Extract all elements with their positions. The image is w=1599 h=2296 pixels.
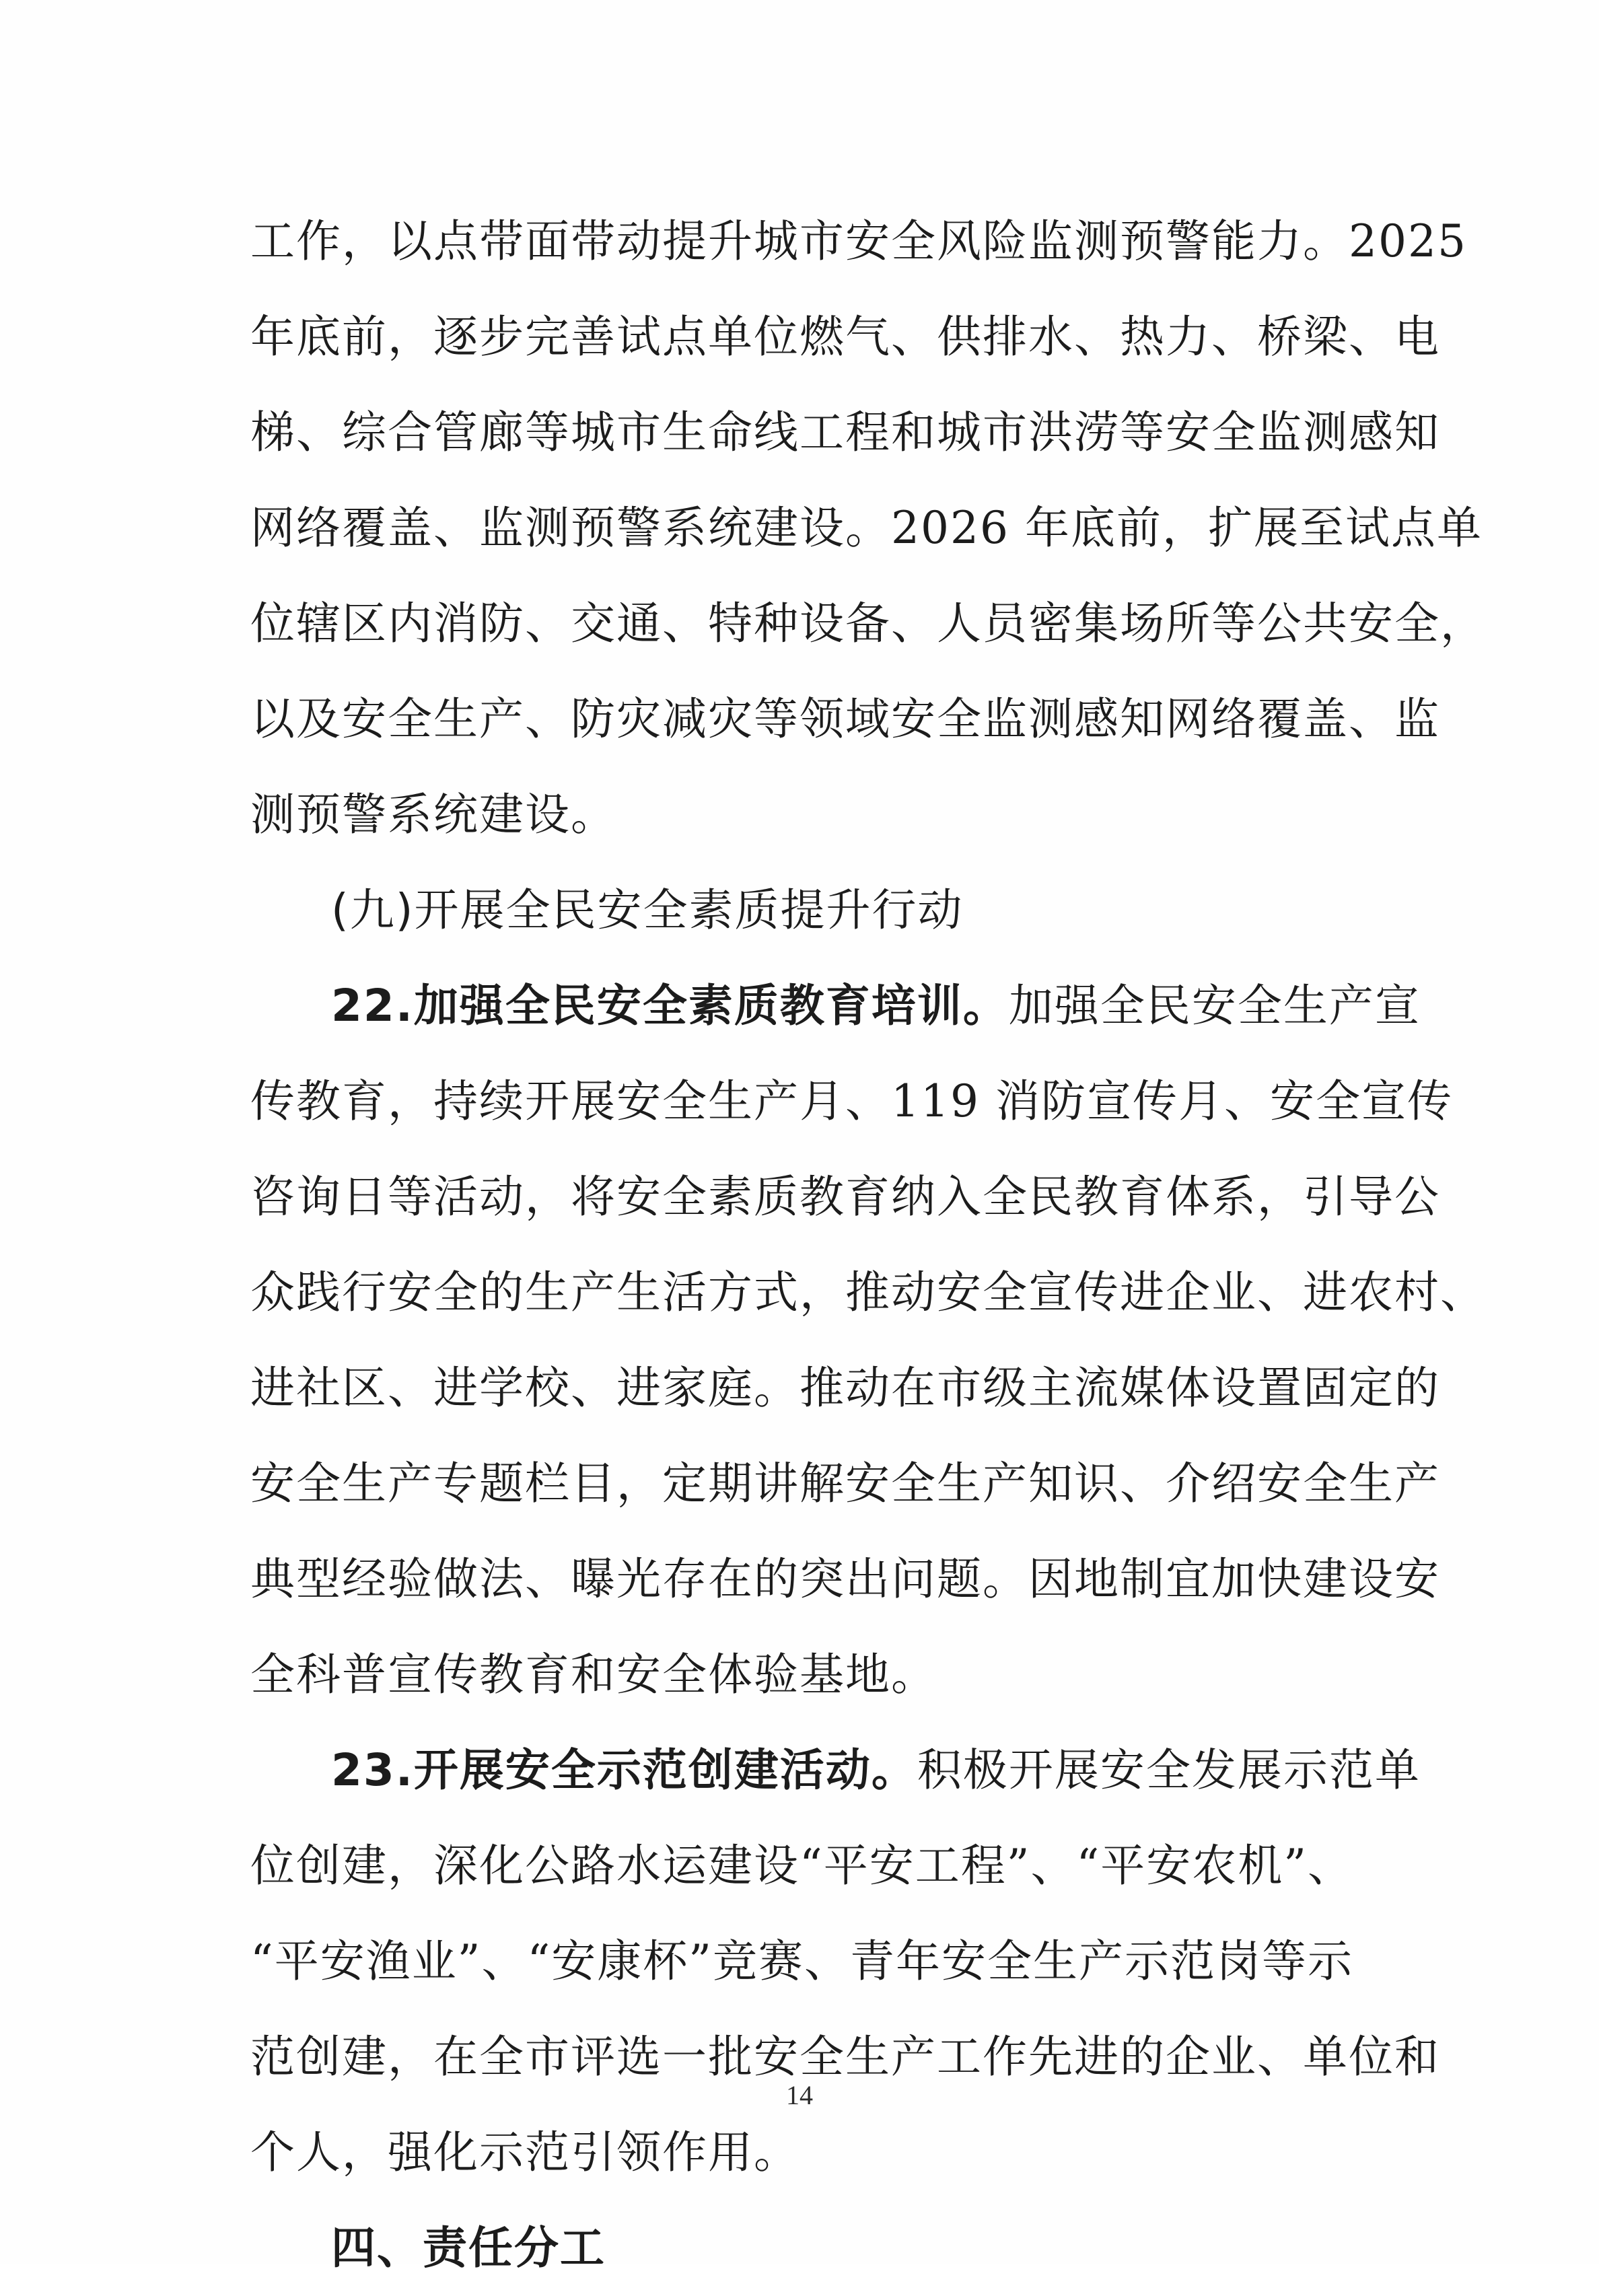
document-body: [250, 194, 1486, 2296]
paragraph-line: 梯、综合管廊等城市生命线工程和城市洪涝等安全监测感知: [250, 406, 1440, 458]
item-23-title: 23.开展安全示范创建活动。: [331, 1744, 917, 1796]
section-nine-heading: (九)开展全民安全素质提升行动: [331, 884, 964, 936]
item-22-line: 众践行安全的生产生活方式，推动安全宣传进企业、进农村、: [250, 1266, 1486, 1318]
paragraph-line: 工作，以点带面带动提升城市安全风险监测预警能力。2025: [250, 215, 1467, 267]
item-22-line: 典型经验做法、曝光存在的突出问题。因地制宜加快建设安: [250, 1553, 1440, 1605]
item-23-first-line-text: 积极开展安全发展示范单: [917, 1744, 1421, 1796]
item-23-line: 个人，强化示范引领作用。: [250, 2126, 800, 2178]
paragraph-line: 以及安全生产、防灾减灾等领域安全监测感知网络覆盖、监: [250, 693, 1440, 745]
item-22-line: 安全生产专题栏目，定期讲解安全生产知识、介绍安全生产: [250, 1458, 1440, 1509]
item-23-line: “平安渔业”、“安康杯”竞赛、青年安全生产示范岗等示: [250, 1935, 1353, 1987]
paragraph-line: 位辖区内消防、交通、特种设备、人员密集场所等公共安全，: [250, 598, 1486, 649]
item-22-line: 全科普宣传教育和安全体验基地。: [250, 1649, 937, 1700]
item-22-line: 进社区、进学校、进家庭。推动在市级主流媒体设置固定的: [250, 1362, 1440, 1414]
paragraph-line: 测预警系统建设。: [250, 789, 616, 840]
item-22-first-line-text: 加强全民安全生产宣: [1008, 980, 1421, 1032]
item-23-line: 位创建，深化公路水运建设“平安工程”、“平安农机”、: [250, 1840, 1353, 1892]
item-23-line: 范创建，在全市评选一批安全生产工作先进的企业、单位和: [250, 2031, 1440, 2083]
item-22-line: 传教育，持续开展安全生产月、119 消防宣传月、安全宣传: [250, 1075, 1453, 1127]
paragraph-line: 年底前，逐步完善试点单位燃气、供排水、热力、桥梁、电: [250, 311, 1440, 363]
item-22-first-line: [250, 958, 1421, 1054]
item-23-first-line: [250, 1723, 1421, 1818]
item-22-line: 咨询日等活动，将安全素质教育纳入全民教育体系，引导公: [250, 1171, 1440, 1223]
page-number: 14: [786, 2080, 813, 2110]
item-22-title: 22.加强全民安全素质教育培训。: [331, 980, 1009, 1032]
section-four-heading: 四、责任分工: [331, 2222, 606, 2274]
paragraph-line: 网络覆盖、监测预警系统建设。2026 年底前，扩展至试点单: [250, 502, 1483, 554]
